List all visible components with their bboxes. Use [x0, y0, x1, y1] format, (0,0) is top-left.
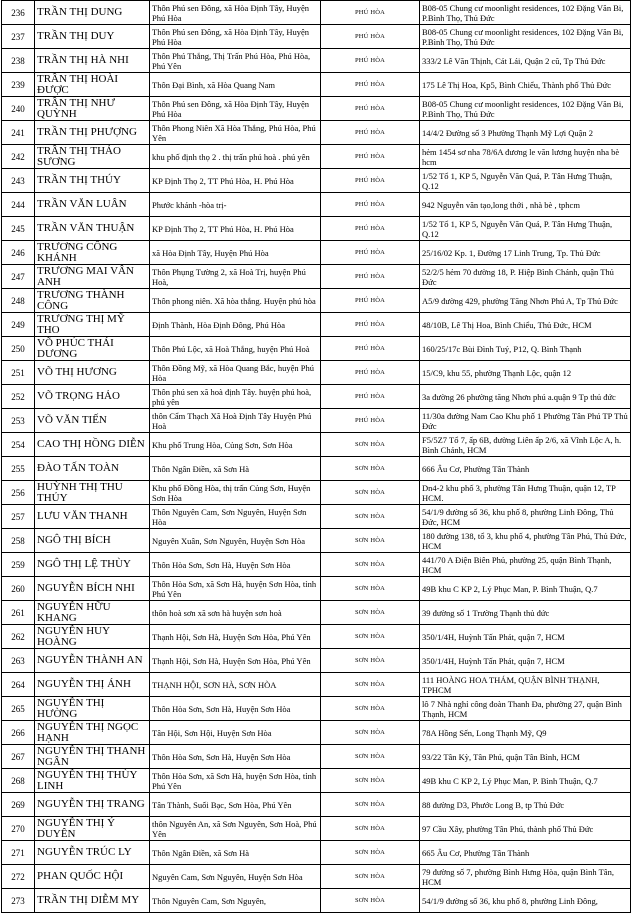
district-cell: SƠN HÒA [321, 889, 420, 913]
hometown-address-cell: Thôn Phong Niên Xã Hòa Thắng, Phú Hòa, Phú Yên [150, 121, 321, 145]
full-name-cell: HUỲNH THỊ THU THỦY [35, 481, 150, 505]
hometown-address-cell: Thôn Hòa Sơn, xã Sơn Hà, huyện Sơn Hòa, tỉnh Phú Yên [150, 577, 321, 601]
full-name-cell: NGUYỄN THỊ TRANG [35, 793, 150, 817]
table-row [2, 193, 631, 217]
district-cell: SƠN HÒA [321, 745, 420, 769]
current-address-cell: 180 đường 138, tổ 3, khu phố 4, phường Tân Phú, Thủ Đức, HCM [420, 529, 631, 553]
full-name-cell: NGUYỄN THỊ THÙY LINH [35, 769, 150, 793]
district-cell: PHÚ HÒA [321, 169, 420, 193]
full-name-cell: NGUYỄN THỊ ÁNH [35, 673, 150, 697]
current-address-cell: 11/30a đường Nam Cao Khu phố 1 Phường Tân Phú TP Thủ Đức [420, 409, 631, 433]
district-cell: SƠN HÒA [321, 457, 420, 481]
hometown-address-cell: KP Định Thọ 2, TT Phú Hòa, H. Phú Hòa [150, 217, 321, 241]
hometown-address-cell: Thôn Phú sen Đông, xã Hòa Định Tây, Huyện Phú Hòa [150, 97, 321, 121]
hometown-address-cell: Thôn Phú sen Đông, xã Hòa Định Tây, Huyện Phú Hòa [150, 25, 321, 49]
district-cell: SƠN HÒA [321, 433, 420, 457]
district-cell: PHÚ HÒA [321, 313, 420, 337]
hometown-address-cell: thôn Cẩm Thạch Xã Hoà Định Tây Huyện Phú Hoà [150, 409, 321, 433]
table-row [2, 505, 631, 529]
hometown-address-cell: THẠNH HỘI, SƠN HÀ, SƠN HÒA [150, 673, 321, 697]
full-name-cell: CAO THỊ HỒNG DIỄN [35, 433, 150, 457]
hometown-address-cell: Thạnh Hội, Sơn Hà, Huyện Sơn Hòa, Phú Yên [150, 625, 321, 649]
current-address-cell: 25/16/02 Kp. 1, Đường 17 Linh Trung, Tp. Thủ Đức [420, 241, 631, 265]
row-number-cell: 267 [2, 745, 35, 769]
full-name-cell: NGUYỄN BÍCH NHI [35, 577, 150, 601]
district-cell: SƠN HÒA [321, 481, 420, 505]
full-name-cell: VÕ VĂN TIẾN [35, 409, 150, 433]
table-row [2, 625, 631, 649]
row-number-cell: 244 [2, 193, 35, 217]
hometown-address-cell: Thôn Phú Lộc, xã Hoà Thắng, huyện Phú Hoà [150, 337, 321, 361]
row-number-cell: 238 [2, 49, 35, 73]
full-name-cell: TRẦN THỊ HÀ NHI [35, 49, 150, 73]
row-number-cell: 239 [2, 73, 35, 97]
row-number-cell: 269 [2, 793, 35, 817]
hometown-address-cell: thôn Nguyên An, xã Sơn Nguyên, Sơn Hoà, Phú Yên [150, 817, 321, 841]
table-row [2, 361, 631, 385]
full-name-cell: NGÔ THỊ LỆ THÙY [35, 553, 150, 577]
current-address-cell: 93/22 Tân Kỳ, Tân Phú, quận Tân Bình, HCM [420, 745, 631, 769]
full-name-cell: LƯU VĂN THANH [35, 505, 150, 529]
current-address-cell: 97 Cầu Xây, phường Tân Phú, thành phố Thủ Đức [420, 817, 631, 841]
hometown-address-cell: Thôn Nguyên Cam, Sơn Nguyên, Huyện Sơn Hòa [150, 505, 321, 529]
current-address-cell: 160/25/17c Bùi Đình Tuý, P12, Q. Bình Thạnh [420, 337, 631, 361]
district-cell: PHÚ HÒA [321, 217, 420, 241]
hometown-address-cell: thôn hoà sơn xã sơn hà huyện sơn hoà [150, 601, 321, 625]
district-cell: PHÚ HÒA [321, 289, 420, 313]
table-row [2, 385, 631, 409]
district-cell: PHÚ HÒA [321, 97, 420, 121]
row-number-cell: 273 [2, 889, 35, 913]
current-address-cell: B08-05 Chung cư moonlight residences, 102 Đặng Văn Bi, P.Bình Thọ, Thủ Đức [420, 97, 631, 121]
hometown-address-cell: Thôn Ngân Điền, xã Sơn Hà [150, 457, 321, 481]
table-row [2, 577, 631, 601]
table-row [2, 721, 631, 745]
district-cell: PHÚ HÒA [321, 49, 420, 73]
district-cell: PHÚ HÒA [321, 385, 420, 409]
full-name-cell: TRẦN THỊ DUNG [35, 1, 150, 25]
full-name-cell: VÕ THỊ HƯƠNG [35, 361, 150, 385]
row-number-cell: 268 [2, 769, 35, 793]
row-number-cell: 255 [2, 457, 35, 481]
hometown-address-cell: Thôn phong niên. Xã hòa thắng. Huyện phú hòa [150, 289, 321, 313]
district-cell: SƠN HÒA [321, 817, 420, 841]
full-name-cell: ĐÀO TẤN TOÀN [35, 457, 150, 481]
row-number-cell: 257 [2, 505, 35, 529]
hometown-address-cell: Khu phố Trung Hòa, Củng Sơn, Sơn Hòa [150, 433, 321, 457]
row-number-cell: 260 [2, 577, 35, 601]
row-number-cell: 264 [2, 673, 35, 697]
member-list-table [1, 0, 631, 913]
row-number-cell: 251 [2, 361, 35, 385]
full-name-cell: NGUYỄN THỊ NGỌC HẠNH [35, 721, 150, 745]
current-address-cell: F5/5Z7 Tổ 7, ấp 6B, đường Liên ấp 2/6, xã Vĩnh Lộc A, h. Bình Chánh, HCM [420, 433, 631, 457]
full-name-cell: NGÔ THỊ BÍCH [35, 529, 150, 553]
current-address-cell: 350/1/4H, Huỳnh Tấn Phát, quận 7, HCM [420, 625, 631, 649]
hometown-address-cell: Thôn Phụng Tường 2, xã Hoà Trị, huyện Phú Hoà, [150, 265, 321, 289]
row-number-cell: 241 [2, 121, 35, 145]
table-row [2, 433, 631, 457]
current-address-cell: 665 Âu Cơ, Phường Tân Thành [420, 841, 631, 865]
full-name-cell: TRẦN THỊ HOÀI ĐƯỢC [35, 73, 150, 97]
district-cell: PHÚ HÒA [321, 361, 420, 385]
current-address-cell: 3a đường 26 phường tăng Nhơn phú a.quận 9 Tp thủ đức [420, 385, 631, 409]
table-row [2, 49, 631, 73]
full-name-cell: TRƯƠNG THÀNH CÔNG [35, 289, 150, 313]
current-address-cell: 54/1/9 đường số 36, khu phố 8, phường Linh Đông, [420, 889, 631, 913]
district-cell: PHÚ HÒA [321, 1, 420, 25]
table-row [2, 265, 631, 289]
district-cell: PHÚ HÒA [321, 241, 420, 265]
row-number-cell: 263 [2, 649, 35, 673]
hometown-address-cell: Tân Hội, Sơn Hội, Huyện Sơn Hòa [150, 721, 321, 745]
hometown-address-cell: Thôn Ngân Điền, xã Sơn Hà [150, 841, 321, 865]
row-number-cell: 243 [2, 169, 35, 193]
row-number-cell: 245 [2, 217, 35, 241]
current-address-cell: 15/C9, khu 55, phường Thạnh Lộc, quận 12 [420, 361, 631, 385]
hometown-address-cell: Thôn Nguyên Cam, Sơn Nguyên, [150, 889, 321, 913]
full-name-cell: NGUYỄN THÀNH AN [35, 649, 150, 673]
table-row [2, 121, 631, 145]
full-name-cell: NGUYỄN THỊ Ý DUYÊN [35, 817, 150, 841]
district-cell: PHÚ HÒA [321, 25, 420, 49]
current-address-cell: 79 đường số 7, phường Bình Hưng Hòa, quận Bình Tân, HCM [420, 865, 631, 889]
hometown-address-cell: Tân Thành, Suối Bạc, Sơn Hòa, Phú Yên [150, 793, 321, 817]
table-row [2, 1, 631, 25]
table-row [2, 73, 631, 97]
table-row [2, 529, 631, 553]
row-number-cell: 261 [2, 601, 35, 625]
current-address-cell: lô 7 Nhà nghỉ công đoàn Thanh Đa, phường 27, quận Bình Thạnh, HCM [420, 697, 631, 721]
row-number-cell: 252 [2, 385, 35, 409]
current-address-cell: 333/2 Lê Văn Thịnh, Cát Lái, Quận 2 cũ, Tp Thủ Đức [420, 49, 631, 73]
row-number-cell: 270 [2, 817, 35, 841]
district-cell: SƠN HÒA [321, 793, 420, 817]
current-address-cell: 175 Lê Thị Hoa, Kp5, Bình Chiểu, Thành phố Thủ Đức [420, 73, 631, 97]
row-number-cell: 266 [2, 721, 35, 745]
district-cell: PHÚ HÒA [321, 409, 420, 433]
current-address-cell: 441/70 A Điện Biên Phủ, phường 25, quận Bình Thạnh, HCM [420, 553, 631, 577]
hometown-address-cell: Thôn Hòa Sơn, Sơn Hà, Huyện Sơn Hòa [150, 553, 321, 577]
hometown-address-cell: KP Định Thọ 2, TT Phú Hòa, H. Phú Hòa [150, 169, 321, 193]
full-name-cell: NGUYỄN TRÚC LY [35, 841, 150, 865]
full-name-cell: TRẦN THỊ PHƯỢNG [35, 121, 150, 145]
full-name-cell: NGUYỄN THỊ THANH NGÂN [35, 745, 150, 769]
table-row [2, 409, 631, 433]
table-row [2, 289, 631, 313]
hometown-address-cell: Thôn Đại Bình, xã Hòa Quang Nam [150, 73, 321, 97]
table-row [2, 25, 631, 49]
table-row [2, 601, 631, 625]
district-cell: SƠN HÒA [321, 529, 420, 553]
row-number-cell: 248 [2, 289, 35, 313]
row-number-cell: 249 [2, 313, 35, 337]
district-cell: SƠN HÒA [321, 721, 420, 745]
hometown-address-cell: Thôn Phú sen Đông, xã Hòa Định Tây, Huyện Phú Hòa [150, 1, 321, 25]
table-row [2, 697, 631, 721]
district-cell: SƠN HÒA [321, 553, 420, 577]
hometown-address-cell: Thạnh Hội, Sơn Hà, Huyện Sơn Hòa, Phú Yên [150, 649, 321, 673]
full-name-cell: TRẦN THỊ DIỄM MY [35, 889, 150, 913]
row-number-cell: 242 [2, 145, 35, 169]
hometown-address-cell: Thôn Hòa Sơn, Sơn Hà, Huyện Sơn Hòa [150, 697, 321, 721]
table-body [2, 1, 631, 913]
current-address-cell: 14/4/2 Đường số 3 Phường Thạnh Mỹ Lợi Quận 2 [420, 121, 631, 145]
table-row [2, 553, 631, 577]
hometown-address-cell: Định Thành, Hòa Định Đông, Phú Hòa [150, 313, 321, 337]
district-cell: SƠN HÒA [321, 649, 420, 673]
table-row [2, 769, 631, 793]
full-name-cell: NGUYỄN THỊ HƯỜNG [35, 697, 150, 721]
table-row [2, 169, 631, 193]
row-number-cell: 271 [2, 841, 35, 865]
current-address-cell: 111 HOÀNG HOA THÁM, QUẬN BÌNH THẠNH, TPHCM [420, 673, 631, 697]
table-row [2, 865, 631, 889]
district-cell: SƠN HÒA [321, 673, 420, 697]
table-row [2, 817, 631, 841]
current-address-cell: A5/9 đường 429, phường Tăng Nhơn Phú A, Tp Thủ Đức [420, 289, 631, 313]
row-number-cell: 246 [2, 241, 35, 265]
full-name-cell: NGUYỄN HUY HOÀNG [35, 625, 150, 649]
current-address-cell: 1/52 Tổ 1, KP 5, Nguyễn Văn Quá, P. Tân Hưng Thuận, Q.12 [420, 217, 631, 241]
hometown-address-cell: Thôn Hòa Sơn, xã Sơn Hà, huyện Sơn Hòa, tỉnh Phú Yên [150, 769, 321, 793]
current-address-cell: 78A Hồng Sến, Long Thạnh Mỹ, Q9 [420, 721, 631, 745]
table-row [2, 793, 631, 817]
full-name-cell: TRẦN THỊ THẢO SƯƠNG [35, 145, 150, 169]
table-row [2, 841, 631, 865]
row-number-cell: 265 [2, 697, 35, 721]
row-number-cell: 237 [2, 25, 35, 49]
full-name-cell: TRẦN THỊ DUY [35, 25, 150, 49]
full-name-cell: VÕ PHÚC THÁI DƯƠNG [35, 337, 150, 361]
current-address-cell: 88 đường D3, Phước Long B, tp Thủ Đức [420, 793, 631, 817]
table-row [2, 673, 631, 697]
district-cell: PHÚ HÒA [321, 121, 420, 145]
row-number-cell: 272 [2, 865, 35, 889]
current-address-cell: 49B khu C KP 2, Lý Phục Man, P. Bình Thuận, Q.7 [420, 577, 631, 601]
hometown-address-cell: Khu phố Đồng Hòa, thị trấn Củng Sơn, Huyện Sơn Hòa [150, 481, 321, 505]
table-row [2, 649, 631, 673]
table-row [2, 145, 631, 169]
current-address-cell: B08-05 Chung cư moonlight residences, 102 Đặng Văn Bi, P.Bình Thọ, Thủ Đức [420, 1, 631, 25]
district-cell: PHÚ HÒA [321, 265, 420, 289]
full-name-cell: TRẦN THỊ THÚY [35, 169, 150, 193]
full-name-cell: TRẦN VĂN LUÂN [35, 193, 150, 217]
table-row [2, 457, 631, 481]
district-cell: PHÚ HÒA [321, 193, 420, 217]
table-row [2, 889, 631, 913]
hometown-address-cell: Nguyên Cam, Sơn Nguyên, Huyện Sơn Hòa [150, 865, 321, 889]
current-address-cell: 48/10B, Lê Thị Hoa, Bình Chiểu, Thủ Đức, HCM [420, 313, 631, 337]
hometown-address-cell: khu phố định thọ 2 . thị trấn phú hoà . phú yên [150, 145, 321, 169]
current-address-cell: 49B khu C KP 2, Lý Phục Man, P. Bình Thuận, Q.7 [420, 769, 631, 793]
row-number-cell: 258 [2, 529, 35, 553]
row-number-cell: 262 [2, 625, 35, 649]
full-name-cell: TRƯƠNG CÔNG KHÁNH [35, 241, 150, 265]
hometown-address-cell: Thôn Hòa Sơn, Sơn Hà, Huyện Sơn Hòa [150, 745, 321, 769]
district-cell: PHÚ HÒA [321, 145, 420, 169]
hometown-address-cell: Thôn phú sen xã hoà định Tây. huyện phú hoà, phú yên [150, 385, 321, 409]
table-row [2, 313, 631, 337]
district-cell: SƠN HÒA [321, 577, 420, 601]
row-number-cell: 259 [2, 553, 35, 577]
full-name-cell: TRƯƠNG MAI VÂN ANH [35, 265, 150, 289]
hometown-address-cell: Thôn Đồng Mỹ, xã Hòa Quang Bắc, huyện Phú Hòa [150, 361, 321, 385]
full-name-cell: PHAN QUỐC HỘI [35, 865, 150, 889]
full-name-cell: TRẦN VĂN THUẬN [35, 217, 150, 241]
current-address-cell: 350/1/4H, Huỳnh Tấn Phát, quận 7, HCM [420, 649, 631, 673]
district-cell: PHÚ HÒA [321, 337, 420, 361]
row-number-cell: 247 [2, 265, 35, 289]
current-address-cell: 942 Nguyễn văn tạo,long thới , nhà bè , tphcm [420, 193, 631, 217]
current-address-cell: 39 đường số 1 Trường Thạnh thủ đức [420, 601, 631, 625]
hometown-address-cell: xã Hòa Định Tây, Huyện Phú Hòa [150, 241, 321, 265]
full-name-cell: TRƯƠNG THỊ MỸ THO [35, 313, 150, 337]
hometown-address-cell: Nguyên Xuân, Sơn Nguyên, Huyện Sơn Hòa [150, 529, 321, 553]
row-number-cell: 240 [2, 97, 35, 121]
current-address-cell: 54/1/9 đường số 36, khu phố 8, phường Linh Đông, Thủ Đức, HCM [420, 505, 631, 529]
district-cell: SƠN HÒA [321, 865, 420, 889]
district-cell: SƠN HÒA [321, 769, 420, 793]
district-cell: SƠN HÒA [321, 505, 420, 529]
hometown-address-cell: Thôn Phú Thắng, Thị Trấn Phú Hòa, Phú Hòa, Phú Yên [150, 49, 321, 73]
row-number-cell: 253 [2, 409, 35, 433]
table-row [2, 745, 631, 769]
current-address-cell: Dn4-2 khu phố 3, phường Tân Hưng Thuận, quận 12, TP HCM. [420, 481, 631, 505]
row-number-cell: 236 [2, 1, 35, 25]
current-address-cell: hẻm 1454 sơ nha 78/6A đương le văn lương huyện nha bè hcm [420, 145, 631, 169]
table-row [2, 97, 631, 121]
district-cell: SƠN HÒA [321, 841, 420, 865]
row-number-cell: 256 [2, 481, 35, 505]
district-cell: PHÚ HÒA [321, 73, 420, 97]
table-row [2, 241, 631, 265]
row-number-cell: 250 [2, 337, 35, 361]
district-cell: SƠN HÒA [321, 625, 420, 649]
table-row [2, 337, 631, 361]
row-number-cell: 254 [2, 433, 35, 457]
current-address-cell: 666 Âu Cơ, Phường Tân Thành [420, 457, 631, 481]
current-address-cell: 1/52 Tổ 1, KP 5, Nguyễn Văn Quá, P. Tân Hưng Thuận, Q.12 [420, 169, 631, 193]
district-cell: SƠN HÒA [321, 697, 420, 721]
district-cell: SƠN HÒA [321, 601, 420, 625]
full-name-cell: VÕ TRỌNG HẢO [35, 385, 150, 409]
current-address-cell: B08-05 Chung cư moonlight residences, 102 Đặng Văn Bi, P.Bình Thọ, Thủ Đức [420, 25, 631, 49]
current-address-cell: 52/2/5 hẻm 70 đường 18, P. Hiệp Bình Chánh, quận Thủ Đức [420, 265, 631, 289]
full-name-cell: TRẦN THỊ NHƯ QUỲNH [35, 97, 150, 121]
full-name-cell: NGUYỄN HỮU KHANG [35, 601, 150, 625]
table-row [2, 481, 631, 505]
hometown-address-cell: Phước khánh -hòa trị- [150, 193, 321, 217]
table-row [2, 217, 631, 241]
